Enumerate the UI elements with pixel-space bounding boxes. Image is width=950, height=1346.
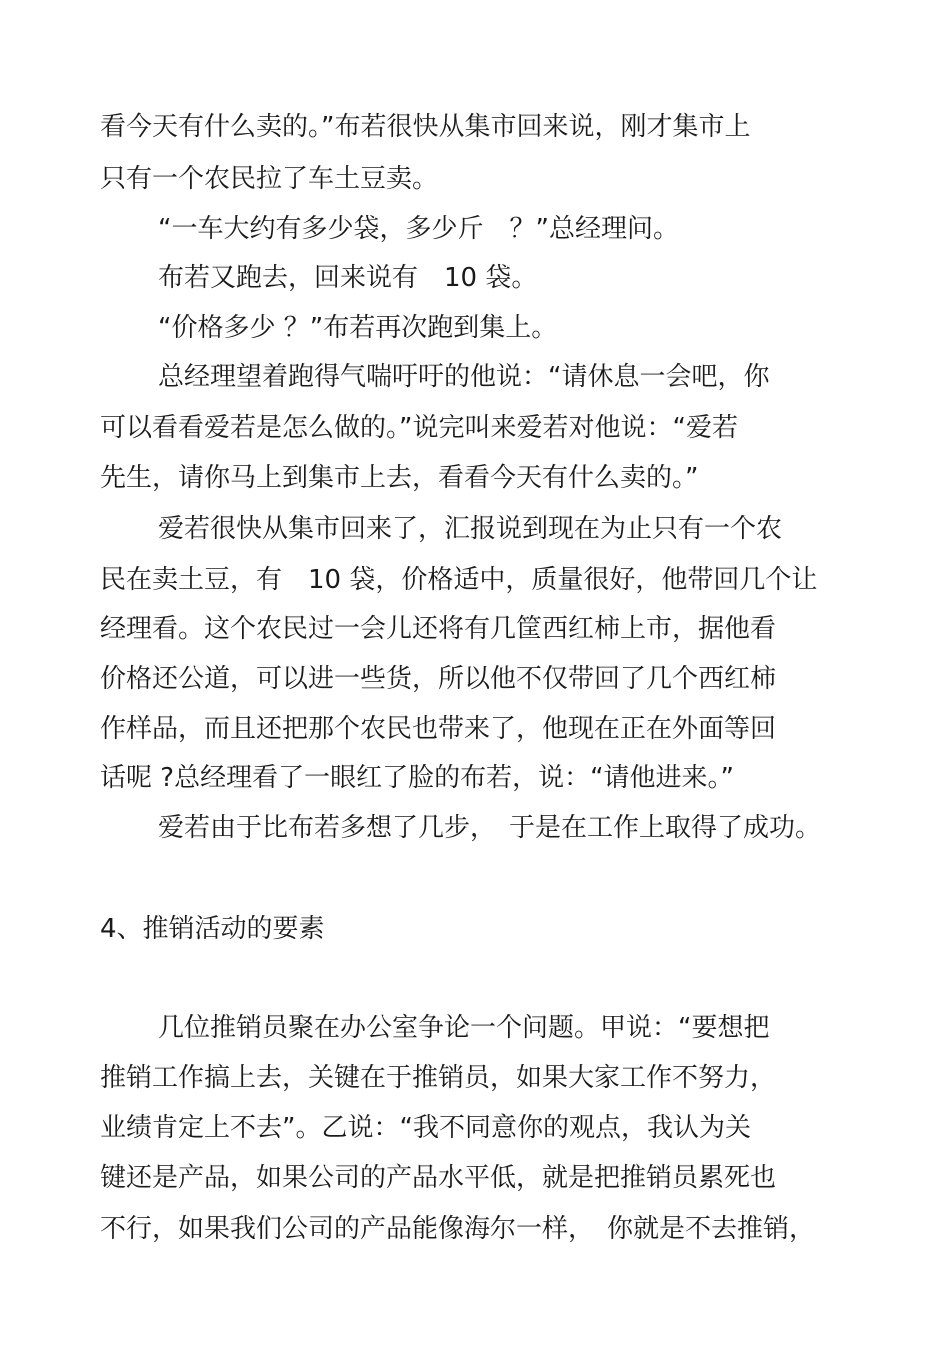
section-line: 不行，如果我们公司的产品能像海尔一样， 你就是不去推销， [100, 1214, 816, 1244]
story-line: 看今天有什么卖的。”布若很快从集市回来说，刚才集市上 [100, 112, 751, 142]
story-line: 爱若由于比布若多想了几步， 于是在工作上取得了成功。 [158, 813, 822, 843]
story-line: “价格多少 ？”布若再次跑到集上。 [158, 313, 558, 343]
story-line: 布若又跑去，回来说有 10 袋。 [158, 263, 538, 293]
story-line: 民在卖土豆，有 10 袋，价格适中，质量很好，他带回几个让 [100, 565, 818, 595]
story-line: 作样品，而且还把那个农民也带来了，他现在正在外面等回 [100, 714, 777, 744]
section-line: 键还是产品，如果公司的产品水平低，就是把推销员累死也 [100, 1163, 777, 1193]
section-line: 推销工作搞上去，关键在于推销员，如果大家工作不努力， [100, 1063, 777, 1093]
story-line: 可以看看爱若是怎么做的。”说完叫来爱若对他说：“爱若 [100, 413, 738, 443]
story-line: 经理看。这个农民过一会儿还将有几筐西红柿上市，据他看 [100, 614, 777, 644]
story-line: 爱若很快从集市回来了，汇报说到现在为止只有一个农 [158, 514, 783, 544]
section-heading: 4、推销活动的要素 [100, 914, 325, 944]
story-line: 只有一个农民拉了车土豆卖。 [100, 164, 439, 194]
story-line: 话呢 ?总经理看了一眼红了脸的布若，说：“请他进来。” [100, 763, 735, 793]
story-line: 先生，请你马上到集市上去，看看今天有什么卖的。” [100, 463, 699, 493]
section-line: 业绩肯定上不去”。乙说：“我不同意你的观点，我认为关 [100, 1113, 751, 1143]
story-line: “一车大约有多少袋，多少斤 ？”总经理问。 [158, 214, 679, 244]
section-line: 几位推销员聚在办公室争论一个问题。甲说：“要想把 [158, 1013, 770, 1043]
story-line: 价格还公道，可以进一些货，所以他不仅带回了几个西红柿 [100, 664, 777, 694]
story-line: 总经理望着跑得气喘吁吁的他说：“请休息一会吧，你 [158, 362, 770, 392]
